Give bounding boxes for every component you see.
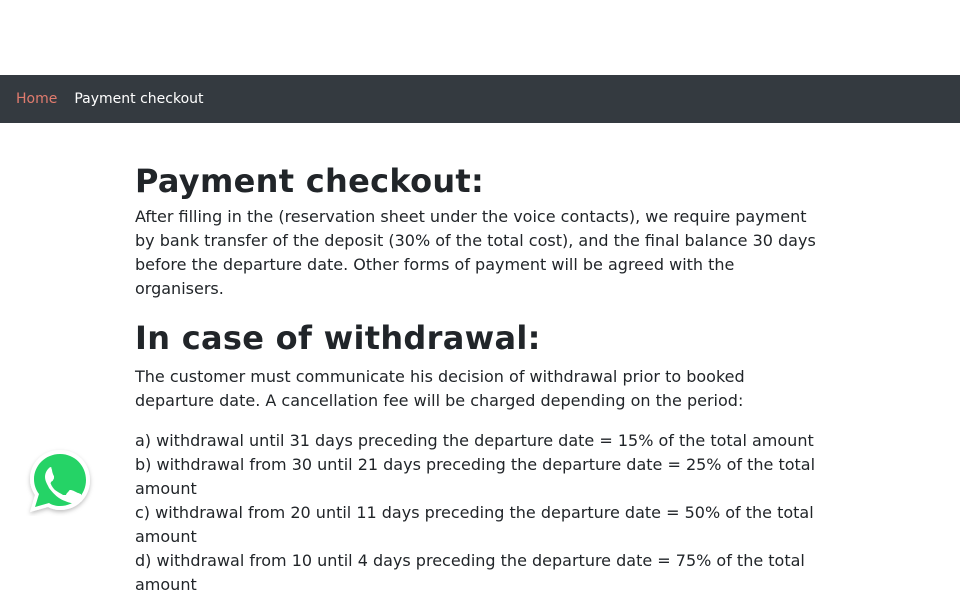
breadcrumb-home-link[interactable]: Home	[16, 91, 58, 107]
withdrawal-heading: In case of withdrawal:	[135, 319, 541, 357]
withdrawal-intro: The customer must communicate his decision of withdrawal prior to booked departure date. A cancellation fee will be charged depending on the period:	[135, 367, 745, 410]
breadcrumb-current: Payment checkout	[74, 91, 204, 107]
withdrawal-rule: a) withdrawal until 31 days preceding the departure date = 15% of the total amount	[135, 431, 814, 450]
header-spacer	[0, 0, 960, 75]
withdrawal-rule: c) withdrawal from 20 until 11 days preceding the departure date = 50% of the total amount	[135, 503, 814, 546]
whatsapp-button[interactable]	[25, 446, 95, 516]
main-content	[135, 123, 825, 597]
breadcrumb	[0, 75, 960, 123]
withdrawal-rules	[135, 429, 825, 597]
withdrawal-rule: d) withdrawal from 10 until 4 days preceding the departure date = 75% of the total amount	[135, 551, 805, 594]
whatsapp-icon	[25, 446, 95, 516]
payment-heading: Payment checkout:	[135, 162, 485, 200]
payment-text: After filling in the (reservation sheet under the voice contacts), we require payment by bank transfer of the deposit (30% of the total cost), and the final balance 30 days before the departure date. Other forms of payment will be agreed with the organisers.	[135, 207, 816, 298]
withdrawal-rule: b) withdrawal from 30 until 21 days preceding the departure date = 25% of the total amount	[135, 455, 816, 498]
